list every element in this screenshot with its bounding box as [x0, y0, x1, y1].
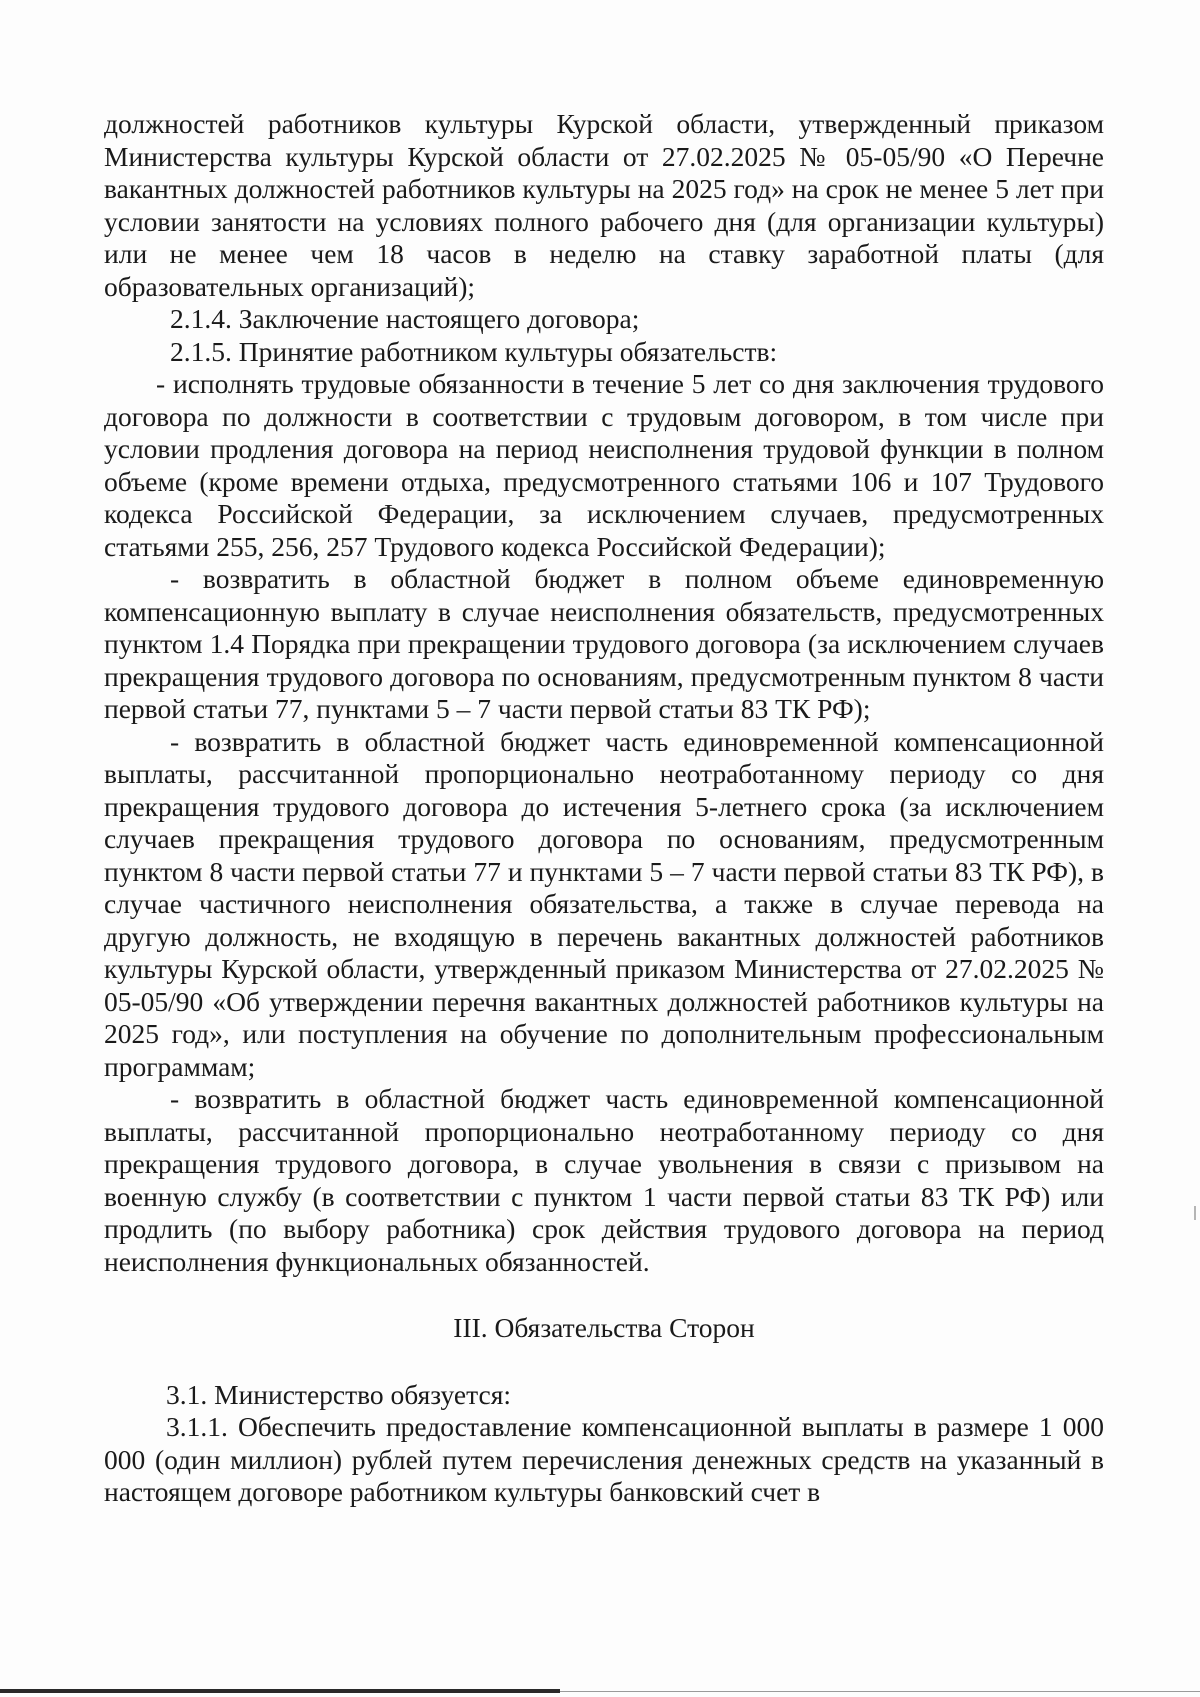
obligation-item-partial-refund: - возвратить в областной бюджет часть единовременной компенсационной выплаты, рассчитанной пропорционально неотработанному периоду со дня прекращения трудового договора до истечения 5-летнего срока (за исключением случаев прекращения трудового договора по основаниям, предусмотренным пунктом 8 части первой статьи 77 и пунктами 5 – 7 части первой статьи 83 ТК РФ), в случае частичного неисполнения обязательства, а также в случае перевода на другую должность, не входящую в перечень вакантных должностей работников культуры Курской области, утвержденный приказом Министерства от 27.02.2025 № 05-05/90 «Об утверждении перечня вакантных должностей работников культуры на 2025 год», или поступления на обучение по дополнительным профессиональным программам;: [104, 725, 1104, 1082]
clause-2-1-5: 2.1.5. Принятие работником культуры обязательств:: [170, 335, 778, 367]
obligation-item-full-refund: - возвратить в областной бюджет в полном объеме единовременную компенсационную выплату в случае неисполнения обязательств, предусмотренных пунктом 1.4 Порядка при прекращении трудового договора (за исключением случаев прекращения трудового договора по основаниям, предусмотренным пунктом 8 части первой статьи 77, пунктами 5 – 7 части первой статьи 83 ТК РФ);: [104, 563, 1104, 724]
clause-3-1: 3.1. Министерство обязуется:: [166, 1378, 511, 1410]
obligation-item-perform-duties: - исполнять трудовые обязанности в течение 5 лет со дня заключения трудового договора по должности в соответствии с трудовым договором, в том числе при условии продления договора на период неисполнения трудовой функции в полном объеме (кроме времени отдыха, предусмотренного статьями 106 и 107 Трудового кодекса Российской Федерации, за исключением случаев, предусмотренных статьями 255, 256, 257 Трудового кодекса Российской Федерации);: [104, 368, 1104, 562]
obligation-item-military-service: - возвратить в областной бюджет часть единовременной компенсационной выплаты, рассчитанной пропорционально неотработанному периоду со дня прекращения трудового договора, в случае увольнения в связи с призывом на военную службу (в соответствии с пунктом 1 части первой статьи 83 ТК РФ) или продлить (по выбору работника) срок действия трудового договора на период неисполнения функциональных обязанностей.: [104, 1083, 1104, 1277]
clause-2-1-4: 2.1.4. Заключение настоящего договора;: [170, 303, 640, 334]
section-heading: III. Обязательства Сторон: [453, 1312, 755, 1343]
scan-bottom-edge: [0, 1689, 560, 1693]
scan-bottom-edge-faint: [560, 1691, 1200, 1692]
clause-3-1-1: 3.1.1. Обеспечить предоставление компенсационной выплаты в размере 1 000 000 (один миллион) рублей путем перечисления денежных средств на указанный в настоящем договоре работником культуры банковский счет в: [104, 1411, 1104, 1507]
document-body: [104, 108, 1104, 1509]
paragraph-positions-list-continuation: должностей работников культуры Курской области, утвержденный приказом Министерства культуры Курской области от 27.02.2025 № 05-05/90 «О Перечне вакантных должностей работников культуры на 2025 год» на срок не менее 5 лет при условии занятости на условиях полного рабочего дня (для организации культуры) или не менее чем 18 часов в неделю на ставку заработной платы (для образовательных организаций);: [104, 108, 1104, 302]
scan-margin-mark: [1194, 1206, 1196, 1220]
